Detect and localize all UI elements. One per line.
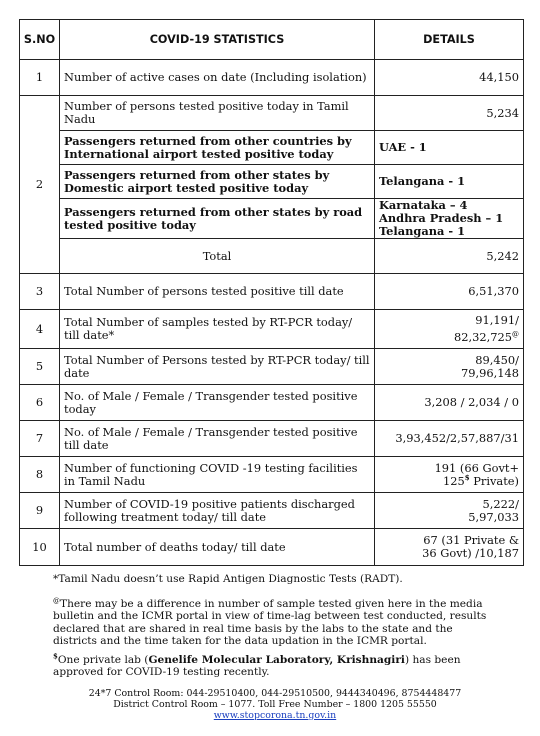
header-statistics: COVID-19 STATISTICS — [60, 20, 375, 60]
value-line: 5,222/ — [482, 496, 519, 511]
table-row — [20, 457, 524, 493]
value-line: 91,191/ — [475, 313, 519, 327]
value-line: Telangana - 1 — [379, 224, 465, 238]
value-line — [379, 331, 519, 344]
row-value — [375, 199, 524, 239]
table-row — [20, 96, 524, 131]
row-number: 6 — [20, 385, 60, 421]
row-value — [375, 529, 524, 566]
row-value — [375, 310, 524, 349]
row-value: UAE - 1 — [375, 131, 524, 165]
dollar-marker: $ — [53, 651, 58, 661]
value-line: 67 (31 Private & — [423, 533, 519, 547]
row-value: 3,208 / 2,034 / 0 — [375, 385, 524, 421]
value-line: 79,96,148 — [461, 365, 519, 380]
table-row — [20, 421, 524, 457]
table-row — [20, 60, 524, 96]
value-text: 125 — [443, 473, 465, 488]
table-subrow-total — [20, 239, 524, 274]
header-sno: S.NO — [20, 20, 60, 60]
district-control-line: District Control Room – 1077. Toll Free Number – 1800 1205 55550 — [113, 698, 437, 710]
control-room-line: 24*7 Control Room: 044-29510400, 044-29510500, 9444340496, 8754448477 — [88, 688, 462, 699]
row-description: Total Number of Persons tested by RT-PCR today/ till date — [60, 349, 375, 385]
row-number: 3 — [20, 274, 60, 310]
table-subrow — [20, 165, 524, 199]
value-line: 89,450/ — [475, 352, 519, 367]
radt-footnote: *Tamil Nadu doesn’t use Rapid Antigen Diagnostic Tests (RADT). — [53, 573, 403, 585]
table-row — [20, 529, 524, 566]
value-line: Karnataka – 4 — [379, 198, 468, 212]
at-marker: @ — [512, 330, 519, 339]
table-row — [20, 385, 524, 421]
row-description: Passengers returned from other states by road tested positive today — [60, 199, 375, 239]
dollar-marker: $ — [464, 472, 470, 482]
row-description: Total Number of persons tested positive till date — [60, 274, 375, 310]
row-number: 8 — [20, 457, 60, 493]
row-description: Total number of deaths today/ till date — [60, 529, 375, 566]
row-value: 3,93,452/2,57,887/31 — [375, 421, 524, 457]
table-row — [20, 493, 524, 529]
value-line: Andhra Pradesh – 1 — [379, 211, 504, 225]
contact-footer — [60, 689, 490, 721]
row-value: 6,51,370 — [375, 274, 524, 310]
icmr-footnote — [53, 598, 493, 647]
row-number: 10 — [20, 529, 60, 566]
row-description: Number of COVID-19 positive patients discharged following treatment today/ till date — [60, 493, 375, 529]
table-subrow — [20, 199, 524, 239]
row-value: 5,234 — [375, 96, 524, 131]
value-line: 191 (66 Govt+ — [434, 460, 519, 475]
lab-name: Genelife Molecular Laboratory, Krishnagiri — [148, 654, 405, 666]
private-lab-footnote — [53, 651, 493, 679]
covid-statistics-table — [19, 19, 524, 566]
table-row — [20, 310, 524, 349]
row-description: Passengers returned from other countries by International airport tested positive today — [60, 131, 375, 165]
row-number: 4 — [20, 310, 60, 349]
row-description: Number of active cases on date (Including isolation) — [60, 60, 375, 96]
row-description: Number of persons tested positive today in Tamil Nadu — [60, 96, 375, 131]
row-number: 7 — [20, 421, 60, 457]
total-value: 5,242 — [375, 239, 524, 274]
row-number: 1 — [20, 60, 60, 96]
row-value — [375, 493, 524, 529]
website-link[interactable]: www.stopcorona.tn.gov.in — [213, 709, 337, 721]
row-number: 2 — [20, 96, 60, 274]
row-description: No. of Male / Female / Transgender tested positive till date — [60, 421, 375, 457]
row-description: Number of functioning COVID -19 testing facilities in Tamil Nadu — [60, 457, 375, 493]
header-details: DETAILS — [375, 20, 524, 60]
value-line: 36 Govt) /10,187 — [422, 546, 519, 560]
value-text: Private) — [469, 473, 519, 488]
row-number: 9 — [20, 493, 60, 529]
row-value: 44,150 — [375, 60, 524, 96]
value-line: 5,97,033 — [468, 509, 519, 524]
row-description: Total Number of samples tested by RT-PCR today/ till date* — [60, 310, 375, 349]
table-row — [20, 349, 524, 385]
value-text: 82,32,725 — [454, 330, 512, 344]
table-row — [20, 274, 524, 310]
at-marker: @ — [53, 596, 60, 605]
footnote-text: There may be a difference in number of sample tested given here in the media bulletin and the ICMR portal in view of time-lag between test conducted, results declared that are shared in real time basis by the labs to the state and the districts and the time taken for the data updation in the ICMR portal. — [53, 598, 487, 647]
table-subrow — [20, 131, 524, 165]
footnote-text: ) has been approved for COVID-19 testing recently. — [53, 654, 461, 679]
row-value — [375, 457, 524, 493]
total-label: Total — [60, 239, 375, 274]
row-description: No. of Male / Female / Transgender tested positive today — [60, 385, 375, 421]
row-value — [375, 349, 524, 385]
row-value: Telangana - 1 — [375, 165, 524, 199]
value-line — [379, 472, 519, 488]
row-description: Passengers returned from other states by Domestic airport tested positive today — [60, 165, 375, 199]
table-header-row — [20, 20, 524, 60]
footnote-text: One private lab ( — [57, 654, 149, 666]
row-number: 5 — [20, 349, 60, 385]
